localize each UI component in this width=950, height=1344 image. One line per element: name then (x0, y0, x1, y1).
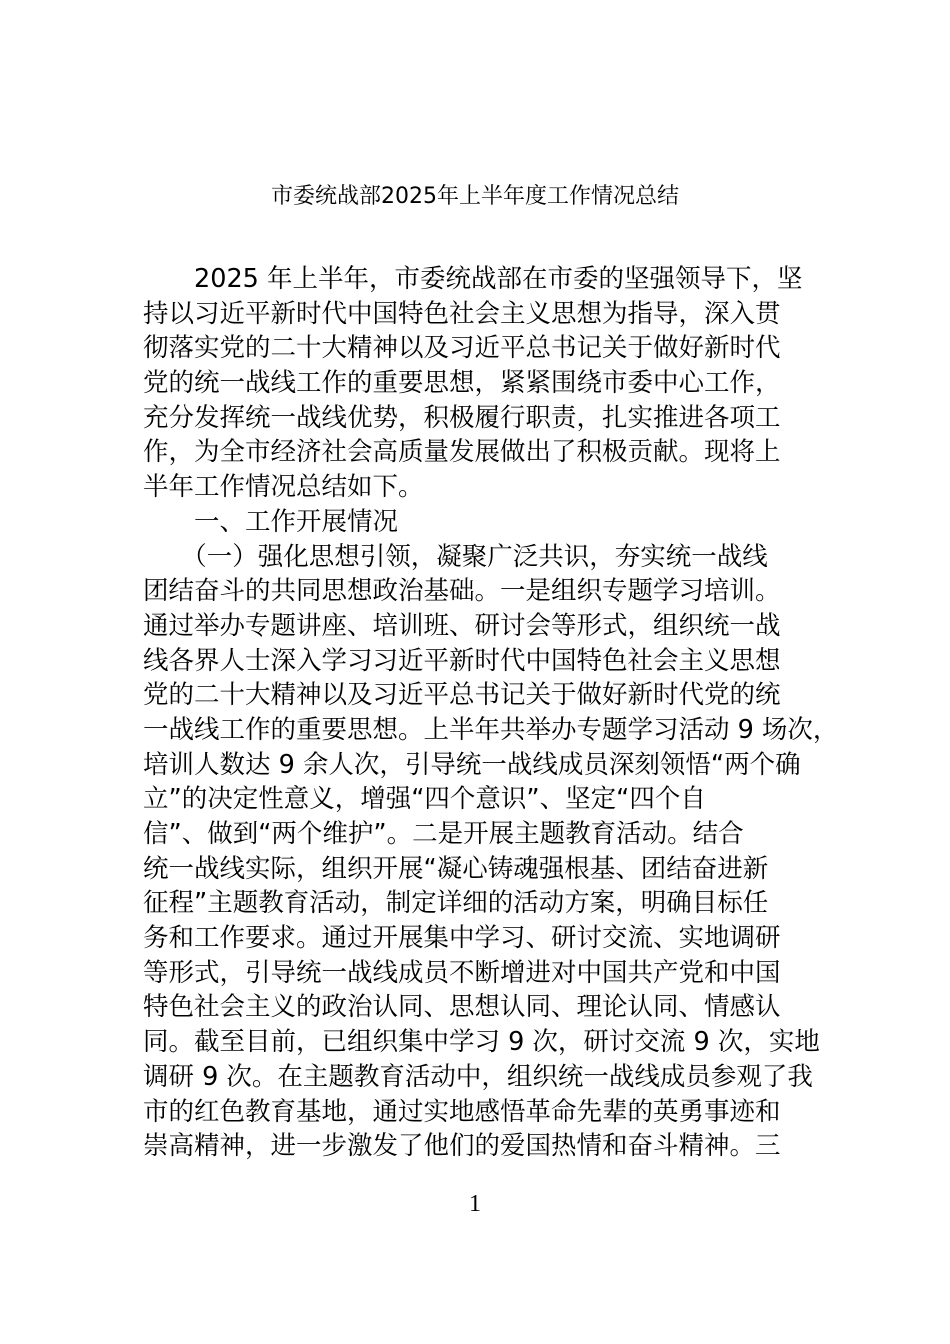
paragraph-line: 党的二十大精神以及习近平总书记关于做好新时代党的统 (143, 680, 781, 711)
paragraph-line: 特色社会主义的政治认同、思想认同、理论认同、情感认 (143, 992, 781, 1023)
page-number: 1 (469, 1191, 481, 1217)
paragraph-line: 征程”主题教育活动，制定详细的活动方案，明确目标任 (143, 888, 769, 919)
paragraph-line: 线各界人士深入学习习近平新时代中国特色社会主义思想 (143, 645, 781, 676)
section-heading: 一、工作开展情况 (143, 506, 399, 537)
paragraph-line: 调研 9 次。在主题教育活动中，组织统一战线成员参观了我 (143, 1061, 813, 1092)
paragraph-line: 半年工作情况总结如下。 (143, 472, 424, 503)
paragraph-line: （一）强化思想引领，凝聚广泛共识，夯实统一战线 (143, 541, 768, 572)
paragraph-line: 充分发挥统一战线优势，积极履行职责，扎实推进各项工 (143, 402, 781, 433)
paragraph-line: 市的红色教育基地，通过实地感悟革命先辈的英勇事迹和 (143, 1096, 781, 1127)
paragraph-line: 团结奋斗的共同思想政治基础。一是组织专题学习培训。 (143, 576, 781, 607)
paragraph-line: 信”、做到“两个维护”。二是开展主题教育活动。结合 (143, 819, 744, 849)
paragraph-line: 通过举办专题讲座、培训班、研讨会等形式，组织统一战 (143, 610, 781, 641)
document-body (143, 262, 839, 1164)
paragraph-line: 等形式，引导统一战线成员不断增进对中国共产党和中国 (143, 957, 781, 988)
paragraph-line: 务和工作要求。通过开展集中学习、研讨交流、实地调研 (143, 923, 781, 954)
document-title: 市委统战部2025年上半年度工作情况总结 (271, 184, 679, 209)
paragraph-line: 崇高精神，进一步激发了他们的爱国热情和奋斗精神。三 (143, 1131, 781, 1162)
paragraph-line: 持以习近平新时代中国特色社会主义思想为指导，深入贯 (143, 298, 781, 329)
paragraph-line: 彻落实党的二十大精神以及习近平总书记关于做好新时代 (143, 333, 781, 364)
paragraph-line: 一战线工作的重要思想。上半年共举办专题学习活动 9 场次， (143, 714, 839, 745)
paragraph-line: 培训人数达 9 余人次，引导统一战线成员深刻领悟“两个确 (143, 749, 801, 780)
paragraph-line: 统一战线实际，组织开展“凝心铸魂强根基、团结奋进新 (143, 853, 769, 884)
paragraph-line: 同。截至目前，已组织集中学习 9 次，研讨交流 9 次，实地 (143, 1027, 820, 1058)
paragraph-line: 作，为全市经济社会高质量发展做出了积极贡献。现将上 (143, 437, 781, 468)
paragraph-line: 立”的决定性意义，增强“四个意识”、坚定“四个自 (143, 784, 706, 815)
paragraph-line: 党的统一战线工作的重要思想，紧紧围绕市委中心工作， (143, 368, 781, 399)
paragraph-line: 2025 年上半年，市委统战部在市委的坚强领导下，坚 (143, 264, 803, 294)
